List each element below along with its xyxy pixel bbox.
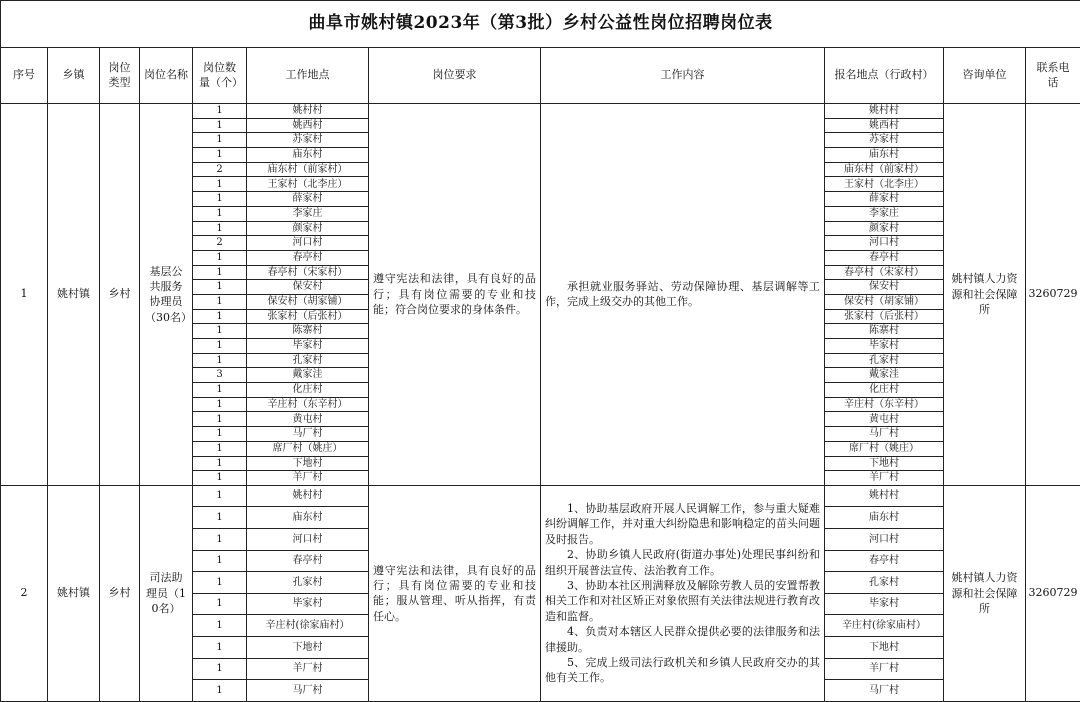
- registration-place-cell: 河口村: [825, 236, 944, 251]
- registration-place-cell: 辛庄村(徐家庙村）: [825, 615, 944, 637]
- work-place-cell: 张家村（后张村）: [247, 309, 369, 324]
- post-count-cell: 1: [193, 427, 247, 442]
- registration-place-cell: 苏家村: [825, 133, 944, 148]
- work-place-cell: 戴家洼: [247, 368, 369, 383]
- post-count-cell: 1: [193, 192, 247, 207]
- phone-cell: 3260729: [1026, 104, 1080, 486]
- consult-unit-cell: 姚村镇人力资源和社会保障所: [944, 485, 1026, 701]
- work-content-paragraph: 5、完成上级司法行政机关和乡镇人民政府交办的其他有关工作。: [545, 655, 820, 685]
- work-place-cell: 苏家村: [247, 133, 369, 148]
- work-place-cell: 颜家村: [247, 221, 369, 236]
- registration-place-cell: 孔家村: [825, 353, 944, 368]
- work-content-cell: [541, 485, 825, 701]
- post-count-cell: 1: [193, 412, 247, 427]
- registration-place-cell: 辛庄村（东辛村）: [825, 397, 944, 412]
- work-place-cell: 河口村: [247, 236, 369, 251]
- registration-place-cell: 羊厂村: [825, 658, 944, 680]
- work-place-cell: 庙东村（前家村）: [247, 162, 369, 177]
- registration-place-cell: 庙东村（前家村）: [825, 162, 944, 177]
- work-place-cell: 下地村: [247, 637, 369, 659]
- header-post-type: 岗位类型: [100, 48, 140, 104]
- registration-place-cell: 颜家村: [825, 221, 944, 236]
- registration-place-cell: 毕家村: [825, 593, 944, 615]
- header-seq: 序号: [1, 48, 48, 104]
- registration-place-cell: 化庄村: [825, 383, 944, 398]
- post-count-cell: 1: [193, 441, 247, 456]
- post-count-cell: 1: [193, 250, 247, 265]
- registration-place-cell: 姚西村: [825, 118, 944, 133]
- header-requirement: 岗位要求: [369, 48, 541, 104]
- post-count-cell: 3: [193, 368, 247, 383]
- registration-place-cell: 黄屯村: [825, 412, 944, 427]
- post-count-cell: 2: [193, 236, 247, 251]
- registration-place-cell: 毕家村: [825, 339, 944, 354]
- work-place-cell: 辛庄村(徐家庙村）: [247, 615, 369, 637]
- work-place-cell: 马厂村: [247, 427, 369, 442]
- post-count-cell: 1: [193, 265, 247, 280]
- post-count-cell: 1: [193, 593, 247, 615]
- post-count-cell: 1: [193, 485, 247, 507]
- work-place-cell: 席厂村（姚庄）: [247, 441, 369, 456]
- work-place-cell: 春亭村（宋家村）: [247, 265, 369, 280]
- post-count-cell: 1: [193, 206, 247, 221]
- work-place-cell: 王家村（北李庄）: [247, 177, 369, 192]
- requirement-cell: 遵守宪法和法律，具有良好的品行；具有岗位需要的专业和技能；符合岗位要求的身体条件。: [369, 104, 541, 486]
- work-place-cell: 李家庄: [247, 206, 369, 221]
- header-row: [1, 48, 1080, 104]
- registration-place-cell: 春亭村（宋家村）: [825, 265, 944, 280]
- registration-place-cell: 春亭村: [825, 250, 944, 265]
- work-place-cell: 姚村村: [247, 104, 369, 119]
- registration-place-cell: 河口村: [825, 529, 944, 551]
- requirement-cell: 遵守宪法和法律，具有良好的品行；具有岗位需要的专业和技能；服从管理、听从指挥，有责任心。: [369, 485, 541, 701]
- post-count-cell: 1: [193, 280, 247, 295]
- work-place-cell: 孔家村: [247, 572, 369, 594]
- registration-place-cell: 王家村（北李庄）: [825, 177, 944, 192]
- work-place-cell: 薛家村: [247, 192, 369, 207]
- header-registration-place: 报名地点（行政村）: [825, 48, 944, 104]
- post-count-cell: 1: [193, 471, 247, 486]
- table-title: 曲阜市姚村镇2023年（第3批）乡村公益性岗位招聘岗位表: [1, 1, 1080, 48]
- registration-place-cell: 保安村: [825, 280, 944, 295]
- post-count-cell: 1: [193, 133, 247, 148]
- registration-place-cell: 马厂村: [825, 680, 944, 702]
- post-count-cell: 1: [193, 118, 247, 133]
- seq-cell: 1: [1, 104, 48, 486]
- post-count-cell: 1: [193, 148, 247, 163]
- work-place-cell: 羊厂村: [247, 471, 369, 486]
- table-row: [1, 104, 1080, 119]
- post-count-cell: 1: [193, 339, 247, 354]
- work-place-cell: 庙东村: [247, 507, 369, 529]
- table-row: [1, 485, 1080, 507]
- post-name-cell: 司法助理员（10名）: [140, 485, 193, 701]
- work-content-paragraph: 承担就业服务驿站、劳动保障协理、基层调解等工作，完成上级交办的其他工作。: [545, 280, 820, 309]
- registration-place-cell: 下地村: [825, 637, 944, 659]
- work-content-paragraph: 2、协助乡镇人民政府(街道办事处)处理民事纠纷和组织开展普法宣传、法治教育工作。: [545, 548, 820, 577]
- post-count-cell: 1: [193, 550, 247, 572]
- post-type-cell: 乡村: [100, 104, 140, 486]
- work-place-cell: 保安村（胡家铺）: [247, 294, 369, 309]
- post-count-cell: 1: [193, 658, 247, 680]
- registration-place-cell: 庙东村: [825, 507, 944, 529]
- work-place-cell: 春亭村: [247, 550, 369, 572]
- post-count-cell: 1: [193, 177, 247, 192]
- registration-place-cell: 保安村（胡家铺）: [825, 294, 944, 309]
- work-place-cell: 孔家村: [247, 353, 369, 368]
- work-content-paragraph: 3、协助本社区刑满释放及解除劳教人员的安置帮教相关工作和对社区矫正对象依照有关法律法规进行教育改造和监督。: [545, 578, 820, 623]
- registration-place-cell: 羊厂村: [825, 471, 944, 486]
- work-place-cell: 河口村: [247, 529, 369, 551]
- post-count-cell: 1: [193, 572, 247, 594]
- town-cell: 姚村镇: [48, 104, 100, 486]
- work-place-cell: 马厂村: [247, 680, 369, 702]
- work-place-cell: 毕家村: [247, 593, 369, 615]
- post-count-cell: 1: [193, 507, 247, 529]
- registration-place-cell: 戴家洼: [825, 368, 944, 383]
- post-count-cell: 1: [193, 397, 247, 412]
- post-name-cell: 基层公共服务协理员（30名）: [140, 104, 193, 486]
- work-place-cell: 陈寨村: [247, 324, 369, 339]
- registration-place-cell: 薛家村: [825, 192, 944, 207]
- post-count-cell: 1: [193, 294, 247, 309]
- registration-place-cell: 席厂村（姚庄）: [825, 441, 944, 456]
- post-count-cell: 1: [193, 353, 247, 368]
- post-count-cell: 1: [193, 529, 247, 551]
- header-work-content: 工作内容: [541, 48, 825, 104]
- post-count-cell: 1: [193, 383, 247, 398]
- work-place-cell: 毕家村: [247, 339, 369, 354]
- work-content-cell: [541, 104, 825, 486]
- header-work-place: 工作地点: [247, 48, 369, 104]
- work-place-cell: 姚西村: [247, 118, 369, 133]
- post-count-cell: 1: [193, 637, 247, 659]
- post-count-cell: 1: [193, 324, 247, 339]
- registration-place-cell: 马厂村: [825, 427, 944, 442]
- work-place-cell: 庙东村: [247, 148, 369, 163]
- registration-place-cell: 孔家村: [825, 572, 944, 594]
- work-place-cell: 姚村村: [247, 485, 369, 507]
- work-place-cell: 羊厂村: [247, 658, 369, 680]
- work-place-cell: 下地村: [247, 456, 369, 471]
- registration-place-cell: 下地村: [825, 456, 944, 471]
- registration-place-cell: 庙东村: [825, 148, 944, 163]
- header-post-count: 岗位数量（个）: [193, 48, 247, 104]
- registration-place-cell: 李家庄: [825, 206, 944, 221]
- header-phone: 联系电话: [1026, 48, 1080, 104]
- header-town: 乡镇: [48, 48, 100, 104]
- registration-place-cell: 陈寨村: [825, 324, 944, 339]
- registration-place-cell: 姚村村: [825, 485, 944, 507]
- post-count-cell: 1: [193, 104, 247, 119]
- consult-unit-cell: 姚村镇人力资源和社会保障所: [944, 104, 1026, 486]
- post-count-cell: 1: [193, 680, 247, 702]
- post-count-cell: 1: [193, 456, 247, 471]
- registration-place-cell: 张家村（后张村）: [825, 309, 944, 324]
- work-content-paragraph: 4、负责对本辖区人民群众提供必要的法律服务和法律援助。: [545, 625, 820, 654]
- registration-place-cell: 春亭村: [825, 550, 944, 572]
- work-place-cell: 保安村: [247, 280, 369, 295]
- post-count-cell: 2: [193, 162, 247, 177]
- post-type-cell: 乡村: [100, 485, 140, 701]
- work-place-cell: 黄屯村: [247, 412, 369, 427]
- header-consult-unit: 咨询单位: [944, 48, 1026, 104]
- work-content-paragraph: 1、协助基层政府开展人民调解工作，参与重大疑难纠纷调解工作，并对重大纠纷隐患和影响稳定的苗头问题及时报告。: [545, 502, 820, 546]
- post-count-cell: 1: [193, 615, 247, 637]
- work-place-cell: 化庄村: [247, 383, 369, 398]
- seq-cell: 2: [1, 485, 48, 701]
- work-place-cell: 辛庄村（东辛村）: [247, 397, 369, 412]
- header-post-name: 岗位名称: [140, 48, 193, 104]
- phone-cell: 3260729: [1026, 485, 1080, 701]
- work-place-cell: 春亭村: [247, 250, 369, 265]
- registration-place-cell: 姚村村: [825, 104, 944, 119]
- post-count-cell: 1: [193, 221, 247, 236]
- post-count-cell: 1: [193, 309, 247, 324]
- town-cell: 姚村镇: [48, 485, 100, 701]
